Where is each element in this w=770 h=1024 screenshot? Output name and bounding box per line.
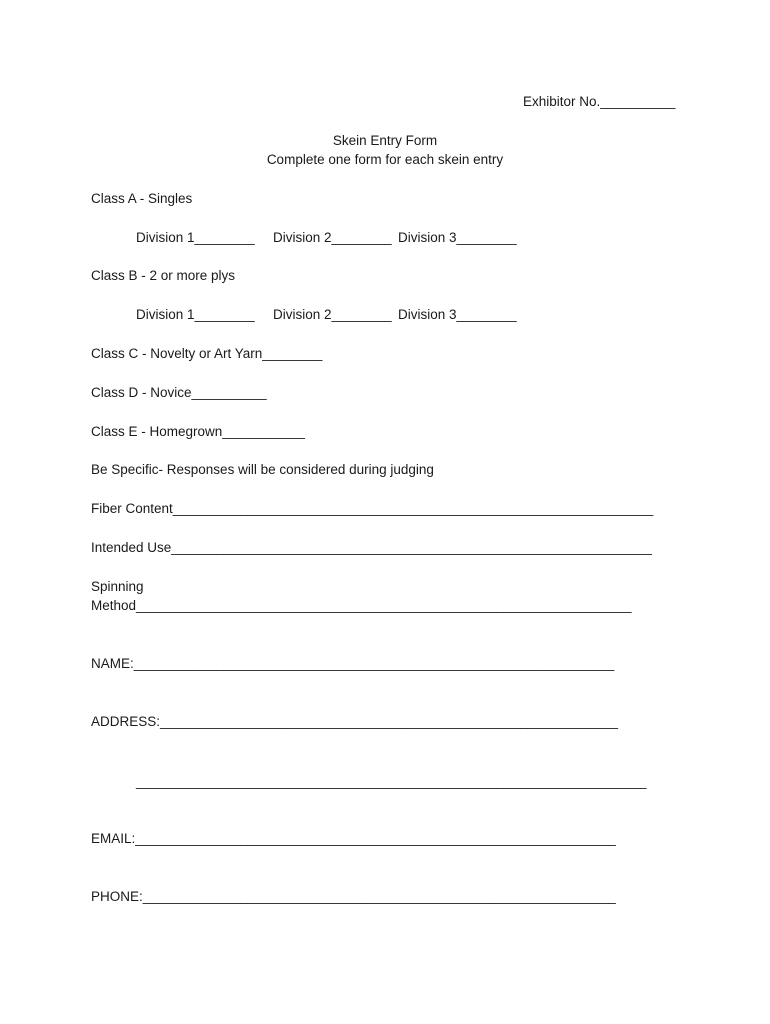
class-b-division-3: Division 3________	[398, 307, 517, 322]
form-subtitle: Complete one form for each skein entry	[266, 152, 504, 167]
name-field: NAME:________________________________________________________________	[91, 656, 615, 671]
intended-use-field: Intended Use________________________________________________________________	[91, 540, 652, 555]
address-line-2: ____________________________________________________________________	[136, 774, 647, 789]
class-c-label: Class C - Novelty or Art Yarn________	[91, 346, 323, 361]
phone-field: PHONE:_______________________________________________________________	[91, 889, 616, 904]
exhibitor-number: Exhibitor No.__________	[523, 94, 676, 109]
class-a-division-3: Division 3________	[398, 230, 517, 245]
class-a-label: Class A - Singles	[91, 191, 193, 206]
class-b-division-2: Division 2________	[273, 307, 392, 322]
form-title: Skein Entry Form	[332, 133, 438, 148]
be-specific-note: Be Specific- Responses will be considered during judging	[91, 462, 434, 477]
class-a-division-2: Division 2________	[273, 230, 392, 245]
fiber-content-field: Fiber Content________________________________________________________________	[91, 501, 654, 516]
class-b-label: Class B - 2 or more plys	[91, 268, 236, 283]
class-e-label: Class E - Homegrown___________	[91, 424, 305, 439]
class-a-division-1: Division 1________	[136, 230, 255, 245]
class-b-division-1: Division 1________	[136, 307, 255, 322]
spinning-label: Spinning	[91, 579, 144, 594]
class-d-label: Class D - Novice__________	[91, 385, 267, 400]
spinning-method-field: Method__________________________________________________________________	[91, 598, 632, 613]
email-field: EMAIL:________________________________________________________________	[91, 831, 616, 846]
address-field: ADDRESS:_____________________________________________________________	[91, 714, 619, 729]
